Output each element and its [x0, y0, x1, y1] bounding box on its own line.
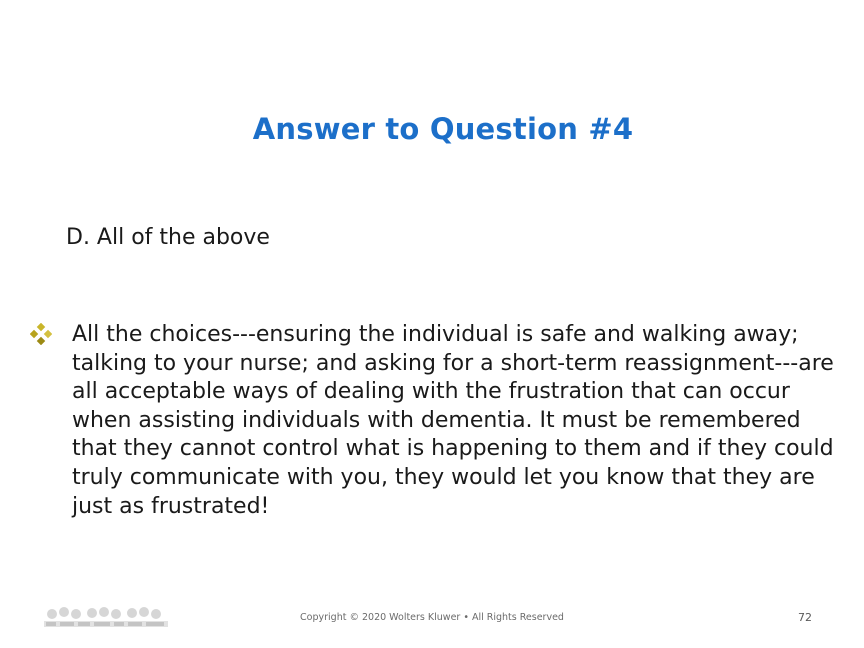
answer-text: D. All of the above [66, 225, 270, 250]
slide-title: Answer to Question #4 [252, 112, 634, 146]
page-number: 72 [798, 611, 812, 624]
copyright-text: Copyright © 2020 Wolters Kluwer • All Rights Reserved [300, 612, 564, 623]
bullet-text: All the choices---ensuring the individual is safe and walking away; talking to your nurse; and asking for a short-term reassignment---are all acceptable ways of dealing with the frustration that can occur when assisting individuals with dementia. It must be remembered that they cannot control what is happening to them and if they could truly communicate with you, they would let you know that they are just as frustrated! [72, 322, 834, 519]
diamond-bullet-icon [30, 323, 52, 345]
